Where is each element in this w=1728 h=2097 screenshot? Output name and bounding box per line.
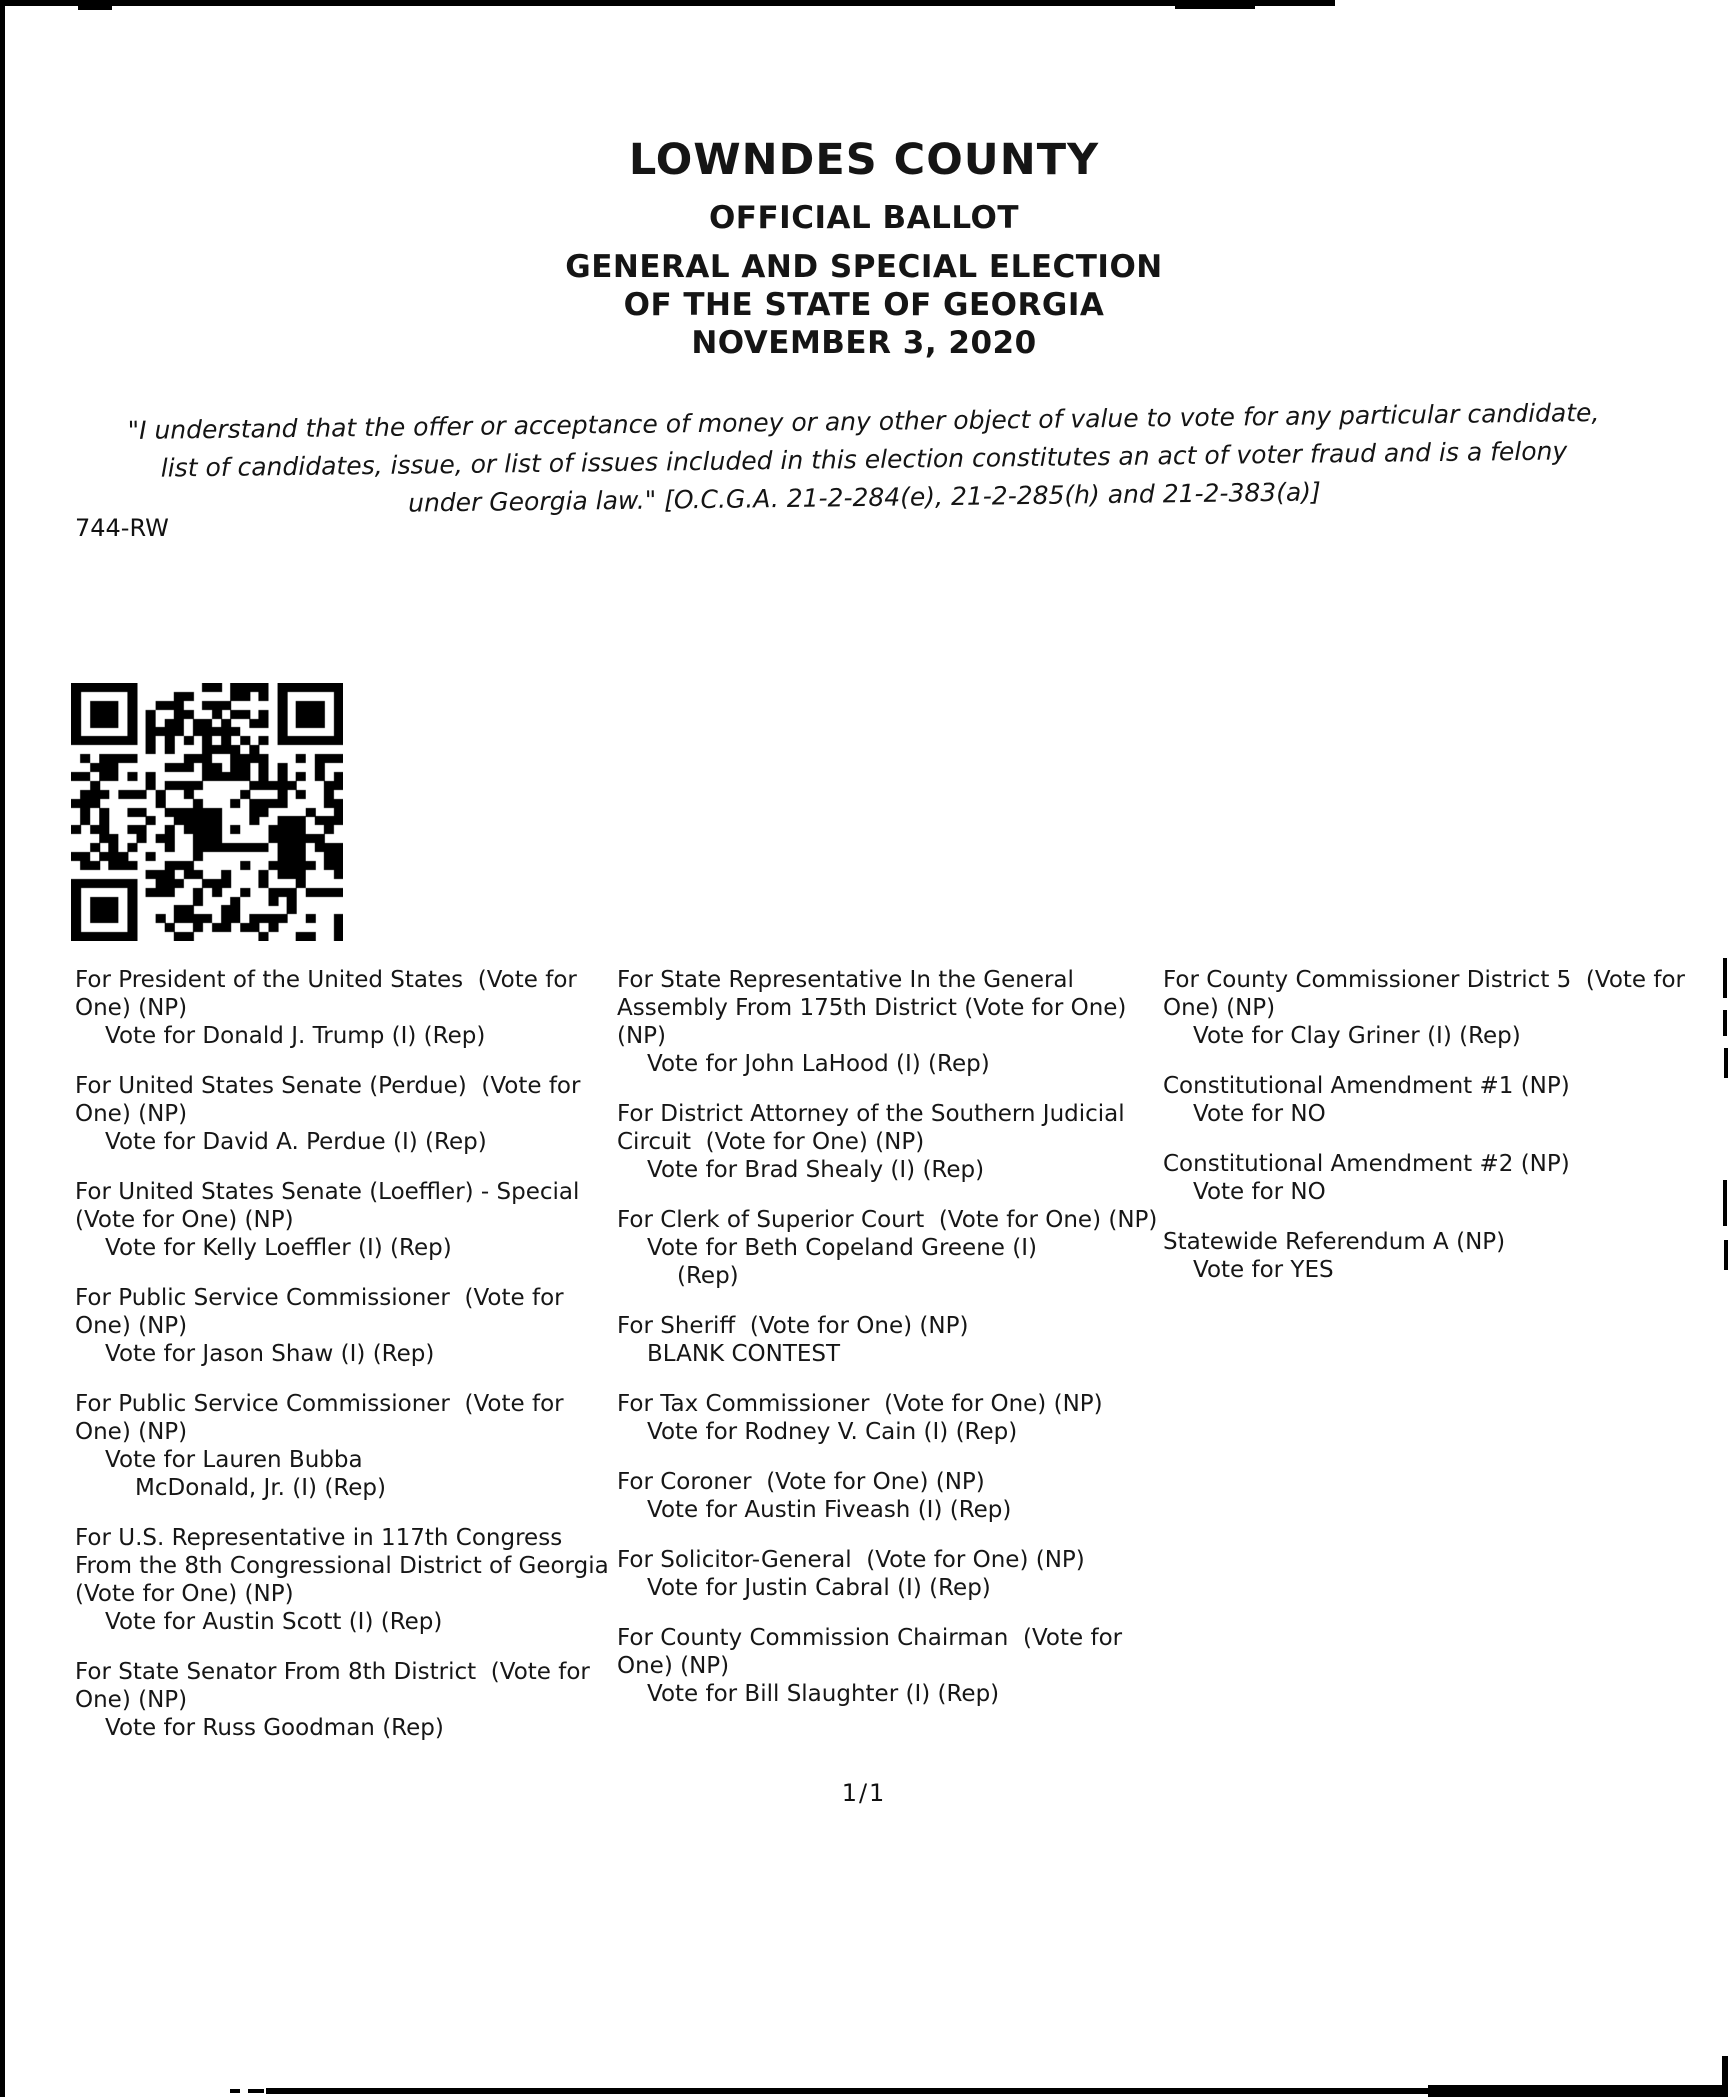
scan-artifact-top-blob — [78, 0, 112, 10]
contest-selection: Vote for Austin Fiveash (I) (Rep) — [647, 1497, 1012, 1523]
contest-office: For County Commission Chairman (Vote for One) (NP) — [617, 1625, 1130, 1679]
contest-selection: Vote for Bill Slaughter (I) (Rep) — [647, 1681, 1000, 1707]
contest-selection: Vote for Kelly Loeffler (I) (Rep) — [105, 1235, 452, 1261]
contest-selection: Vote for YES — [1193, 1257, 1334, 1283]
scan-artifact-right-dash — [1724, 1240, 1728, 1270]
scan-artifact-bottom-edge-thick — [1428, 2085, 1728, 2097]
scan-artifact-right-dash — [1723, 1010, 1727, 1036]
contest-office: For Sheriff (Vote for One) (NP) — [617, 1313, 969, 1339]
scan-artifact-top-edge — [0, 0, 1335, 6]
voter-fraud-disclaimer — [23, 393, 1704, 528]
contest-block — [617, 1624, 1162, 1708]
contest-block — [75, 1072, 620, 1156]
contest-selection-continuation: (Rep) — [677, 1263, 739, 1289]
contest-office: For United States Senate (Perdue) (Vote for One) (NP) — [75, 1073, 588, 1127]
contest-selection: Vote for Clay Griner (I) (Rep) — [1193, 1023, 1521, 1049]
contest-office: Constitutional Amendment #2 (NP) — [1163, 1151, 1570, 1177]
contest-office: For President of the United States (Vote for One) (NP) — [75, 967, 585, 1021]
contest-block — [75, 1524, 620, 1636]
contest-office: For District Attorney of the Southern Judicial Circuit (Vote for One) (NP) — [617, 1101, 1132, 1155]
contest-block — [617, 1468, 1162, 1524]
contest-office: For United States Senate (Loeffler) - Special (Vote for One) (NP) — [75, 1179, 595, 1233]
contest-block — [1163, 1228, 1718, 1284]
contest-selection: Vote for Russ Goodman (Rep) — [105, 1715, 444, 1741]
contest-selection: Vote for Rodney V. Cain (I) (Rep) — [647, 1419, 1018, 1445]
disclaimer-line: "I understand that the offer or acceptance of money or any other object of value to vote for any particular candidate, — [127, 398, 1600, 445]
contest-office: For Public Service Commissioner (Vote for One) (NP) — [75, 1285, 571, 1339]
ballot-header — [0, 134, 1728, 362]
disclaimer-line: list of candidates, issue, or list of issues included in this election constitutes an act of voter fraud and is a felony — [160, 436, 1568, 483]
contest-office: For Clerk of Superior Court (Vote for One) (NP) — [617, 1207, 1158, 1233]
scan-artifact-right-bottom-tick — [1722, 2056, 1728, 2097]
scan-artifact-right-dash — [1724, 1048, 1728, 1078]
election-title-line2: OF THE STATE OF GEORGIA — [623, 287, 1105, 323]
contest-selection: Vote for Donald J. Trump (I) (Rep) — [105, 1023, 486, 1049]
contest-selection: Vote for Lauren Bubba — [105, 1447, 363, 1473]
scan-artifact-top-dot — [1318, 1, 1334, 6]
contest-column-left — [75, 966, 620, 1764]
contest-selection: Vote for Austin Scott (I) (Rep) — [105, 1609, 443, 1635]
disclaimer-line: under Georgia law." [O.C.G.A. 21-2-284(e), 21-2-285(h) and 21-2-383(a)] — [407, 477, 1321, 518]
contest-selection: Vote for David A. Perdue (I) (Rep) — [105, 1129, 487, 1155]
county-title: LOWNDES COUNTY — [628, 135, 1100, 185]
contest-block — [75, 1390, 620, 1502]
contest-column-middle — [617, 966, 1162, 1730]
contest-block — [75, 966, 620, 1050]
election-title-line1: GENERAL AND SPECIAL ELECTION — [565, 249, 1163, 285]
contest-block — [75, 1284, 620, 1368]
scan-artifact-bottom-dash — [248, 2089, 264, 2093]
contest-office: For County Commissioner District 5 (Vote for One) (NP) — [1163, 967, 1693, 1021]
contest-office: For Public Service Commissioner (Vote for One) (NP) — [75, 1391, 571, 1445]
contest-block — [617, 1390, 1162, 1446]
contest-office: For Coroner (Vote for One) (NP) — [617, 1469, 985, 1495]
contest-selection: Vote for NO — [1193, 1101, 1326, 1127]
contest-selection: Vote for Brad Shealy (I) (Rep) — [647, 1157, 985, 1183]
scan-artifact-top-blob — [1175, 0, 1255, 9]
scan-artifact-right-dash — [1723, 958, 1727, 998]
election-date: NOVEMBER 3, 2020 — [691, 325, 1037, 361]
official-ballot-title: OFFICIAL BALLOT — [708, 200, 1020, 236]
contest-block — [617, 1546, 1162, 1602]
contest-selection: Vote for NO — [1193, 1179, 1326, 1205]
contest-office: For State Senator From 8th District (Vote for One) (NP) — [75, 1659, 598, 1713]
contest-block — [617, 1312, 1162, 1368]
contest-office: For U.S. Representative in 117th Congress From the 8th Congressional District of Georgia (Vote for One) (NP) — [75, 1525, 616, 1607]
contest-selection: Vote for Justin Cabral (I) (Rep) — [647, 1575, 991, 1601]
contest-block — [617, 1100, 1162, 1184]
ballot-style-code: 744-RW — [75, 514, 169, 542]
contest-block — [1163, 1072, 1718, 1128]
contest-office: For Tax Commissioner (Vote for One) (NP) — [617, 1391, 1103, 1417]
contest-block — [617, 966, 1162, 1078]
contest-column-right — [1163, 966, 1718, 1306]
contest-block — [75, 1178, 620, 1262]
page-number: 1/1 — [841, 1779, 887, 1807]
contest-block — [75, 1658, 620, 1742]
contest-selection: BLANK CONTEST — [647, 1341, 841, 1367]
contest-office: Statewide Referendum A (NP) — [1163, 1229, 1506, 1255]
contest-block — [1163, 966, 1718, 1050]
scan-artifact-right-dash — [1723, 1180, 1727, 1226]
scan-artifact-bottom-dash — [230, 2089, 240, 2093]
contest-office: For Solicitor-General (Vote for One) (NP) — [617, 1547, 1085, 1573]
contest-selection: Vote for John LaHood (I) (Rep) — [647, 1051, 990, 1077]
contest-block — [1163, 1150, 1718, 1206]
contest-selection-continuation: McDonald, Jr. (I) (Rep) — [135, 1475, 386, 1501]
contest-selection: Vote for Beth Copeland Greene (I) — [647, 1235, 1037, 1261]
contest-selection: Vote for Jason Shaw (I) (Rep) — [105, 1341, 435, 1367]
contest-office: For State Representative In the General Assembly From 175th District (Vote for One) (NP) — [617, 967, 1134, 1049]
contest-block — [617, 1206, 1162, 1290]
qr-code-icon — [71, 683, 343, 941]
contest-office: Constitutional Amendment #1 (NP) — [1163, 1073, 1570, 1099]
